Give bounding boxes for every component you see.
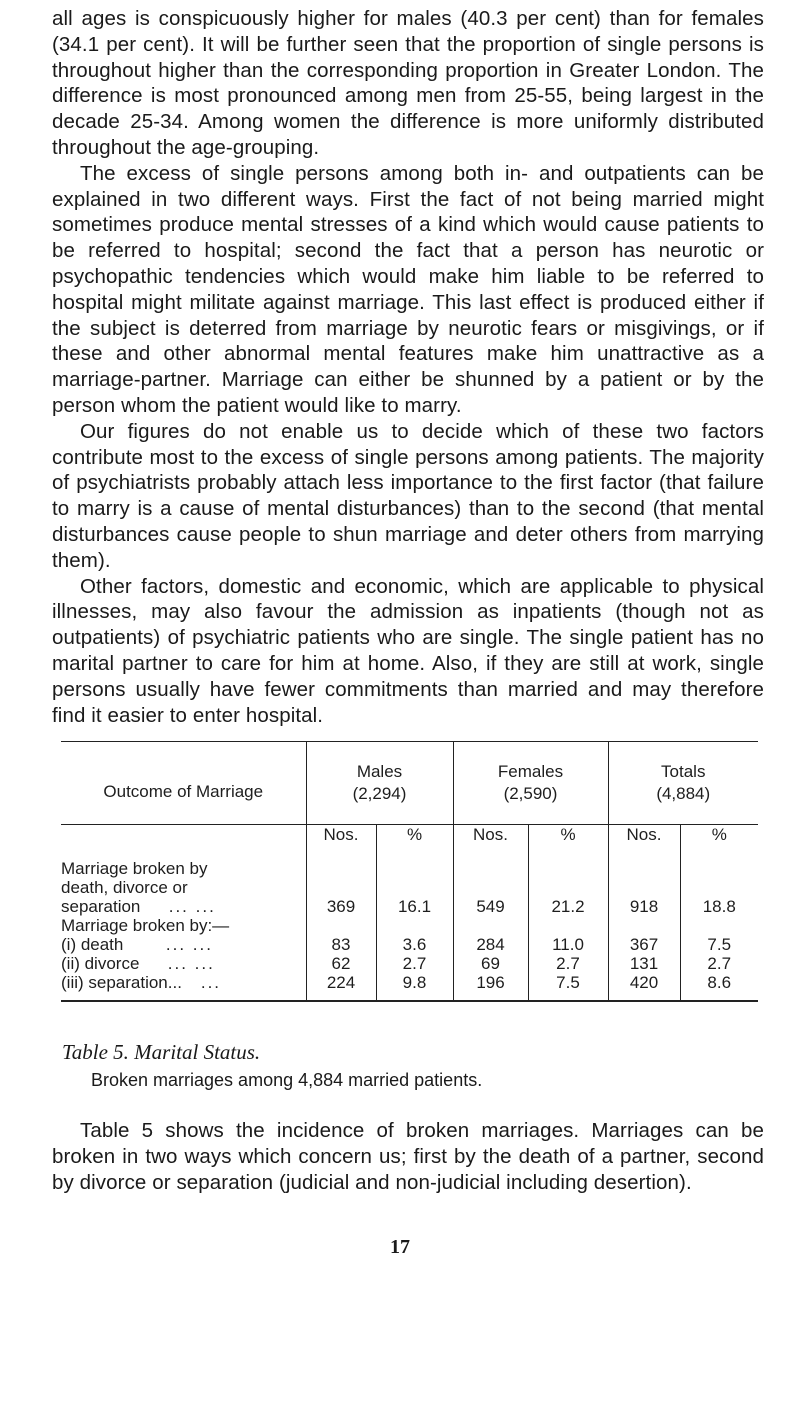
table-row-label — [61, 897, 306, 916]
row-dots: ... ... — [168, 897, 216, 916]
cell-value: 2.7 — [528, 954, 608, 973]
cell-value: 369 — [306, 897, 376, 916]
header-males — [306, 742, 453, 825]
header-females — [453, 742, 608, 825]
table-row-label — [61, 973, 306, 1001]
row-label-broken — [61, 859, 306, 897]
cell-value: 18.8 — [680, 897, 758, 916]
row-label-separation: separation — [61, 897, 141, 916]
cell-value: 16.1 — [376, 897, 453, 916]
cell-value: 224 — [306, 973, 376, 1001]
row-label-broken-by: Marriage broken by:— — [61, 916, 230, 935]
header-outcome: Outcome of Marriage — [61, 742, 306, 825]
row-label-line2: death, divorce or — [61, 878, 188, 897]
cell-value: 367 — [608, 935, 680, 954]
cell-value: 83 — [306, 935, 376, 954]
header-females-total: (2,590) — [503, 784, 558, 803]
cell-value: 8.6 — [680, 973, 758, 1001]
cell-value: 11.0 — [528, 935, 608, 954]
row-label-line1: Marriage broken by — [61, 859, 208, 878]
header-totals-name: Totals — [661, 762, 706, 781]
subheader-totals-pct: % — [680, 825, 758, 860]
closing-paragraph: Table 5 shows the incidence of broken marriages. Marriages can be broken in two ways which concern us; first by the death of a partner, second by divorce or separation (judicial and non-judicial including desertion). — [52, 1119, 764, 1194]
paragraph-3: Our figures do not enable us to decide which of these two factors contribute most to the excess of single persons among patients. The majority of psychiatrists probably attach less importance to the first factor (that failure to marry is a cause of mental disturbances) than to the second (that mental disturbances cause people to shun marriage and deter others from marrying them). — [52, 419, 764, 572]
cell-value: 196 — [453, 973, 528, 1001]
row-dots: ... — [200, 973, 222, 992]
cell-value: 420 — [608, 973, 680, 1001]
cell-value: 284 — [453, 935, 528, 954]
cell-value: 2.7 — [376, 954, 453, 973]
header-totals — [608, 742, 758, 825]
cell-value: 9.8 — [376, 973, 453, 1001]
cell-value: 549 — [453, 897, 528, 916]
page-number: 17 — [390, 1236, 410, 1258]
subheader-females-nos: Nos. — [453, 825, 528, 860]
row-label-divorce: (ii) divorce — [61, 954, 140, 973]
table-caption-subtitle: Broken marriages among 4,884 married patients. — [91, 1070, 483, 1090]
subheader-males-nos: Nos. — [306, 825, 376, 860]
row-dots: ... ... — [167, 954, 215, 973]
cell-value: 918 — [608, 897, 680, 916]
table-caption: Table 5. Marital Status. — [62, 1040, 261, 1064]
cell-value: 62 — [306, 954, 376, 973]
row-label-death: (i) death — [61, 935, 124, 954]
body-text — [52, 6, 764, 728]
cell-value: 7.5 — [528, 973, 608, 1001]
paragraph-4: Other factors, domestic and economic, which are applicable to physical illnesses, may also favour the admission as inpatients (though not as outpatients) of psychiatric patients who are single. The single patient has no marital partner to care for him at home. Also, if they are still at work, single persons usually have fewer commitments than married and may therefore find it easier to enter hospital. — [52, 574, 764, 727]
cell-value: 2.7 — [680, 954, 758, 973]
marital-status-table — [61, 741, 758, 1002]
table-row-label — [61, 935, 306, 954]
cell-value: 69 — [453, 954, 528, 973]
subheader-blank — [61, 825, 306, 860]
cell-value: 7.5 — [680, 935, 758, 954]
paragraph-2: The excess of single persons among both in- and outpatients can be explained in two different ways. First the fact of not being married might sometimes produce mental stresses of a kind which would cause patients to be referred to hospital; second the fact that a person has neurotic or psychopathic tendencies which would make him liable to be referred to hospital might militate against marriage. This last effect is produced either if the subject is deterred from marriage by neurotic fears or misgivings, or if these and other abnormal mental features make him unattractive as a marriage-partner. Marriage can either be shunned by a patient or by the person whom the patient would like to marry. — [52, 161, 764, 417]
header-males-total: (2,294) — [352, 784, 407, 803]
header-males-name: Males — [356, 762, 403, 781]
cell-value: 131 — [608, 954, 680, 973]
cell-value: 21.2 — [528, 897, 608, 916]
row-dots: ... ... — [165, 935, 213, 954]
subheader-totals-nos: Nos. — [608, 825, 680, 860]
cell-value: 3.6 — [376, 935, 453, 954]
table-row-label — [61, 954, 306, 973]
row-label-separation-sub: (iii) separation... — [61, 973, 182, 992]
subheader-males-pct: % — [376, 825, 453, 860]
paragraph-1: all ages is conspicuously higher for males (40.3 per cent) than for females (34.1 per cent). It will be further seen that the proportion of single persons is throughout higher than the corresponding proportion in Greater London. The difference is most pronounced among men from 25-55, being largest in the decade 25-34. Among women the difference is more uniformly distributed throughout the age-grouping. — [52, 7, 764, 159]
header-females-name: Females — [497, 762, 564, 781]
header-totals-total: (4,884) — [656, 784, 711, 803]
subheader-females-pct: % — [528, 825, 608, 860]
